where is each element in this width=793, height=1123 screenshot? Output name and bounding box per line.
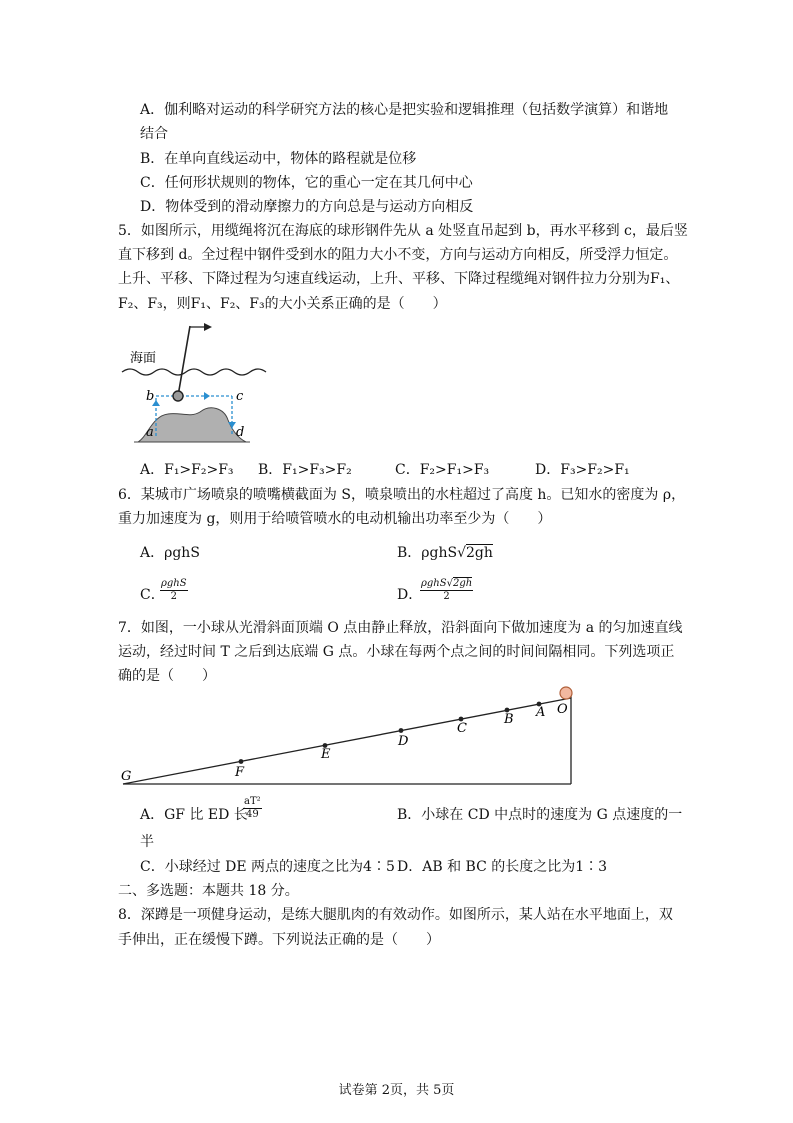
q4-option-b: B．在单向直线运动中，物体的路程就是位移 <box>140 151 417 167</box>
q7-option-d: D．AB 和 BC 的长度之比为1∶3 <box>397 859 608 875</box>
q5-stem-line2: 直下移到 d。全过程中钢件受到水的阻力大小不变，方向与运动方向相反，所受浮力恒定。 <box>118 247 678 263</box>
q8-stem-line1: 8．深蹲是一项健身运动，是练大腿肌肉的有效动作。如图所示，某人站在水平地面上，双 <box>118 907 673 923</box>
q7-option-a-numerator: aT² <box>244 796 261 807</box>
q7-label-f: F <box>235 765 245 780</box>
q7-label-g: G <box>121 769 132 784</box>
q7-incline-figure <box>115 680 585 792</box>
q5-arrow-right <box>204 392 210 400</box>
q7-option-b-line1: B．小球在 CD 中点时的速度为 G 点速度的一 <box>397 807 683 823</box>
q5-stem-line1: 5．如图所示，用缆绳将沉在海底的球形钢件先从 a 处竖直吊起到 b，再水平移到 c，最后竖 <box>118 223 688 239</box>
q5-label-a: a <box>146 425 154 440</box>
q7-label-b: B <box>504 712 514 727</box>
q7-option-a-denominator: 49 <box>245 809 259 820</box>
q6-option-b <box>397 544 493 562</box>
q7-label-d: D <box>398 734 409 749</box>
q5-stem-line4: F₂、F₃，则F₁、F₂、F₃的大小关系正确的是（ ） <box>118 296 447 312</box>
q7-incline <box>123 698 571 784</box>
q6-option-d-denominator: 2 <box>443 591 450 602</box>
q5-option-b: B．F₁>F₃>F₂ <box>258 462 352 478</box>
q7-label-o: O <box>557 702 568 717</box>
q7-stem-line1: 7．如图，一小球从光滑斜面顶端 O 点由静止释放，沿斜面向下做加速度为 a 的匀加速直线 <box>118 620 683 636</box>
q4-option-a-line2: 结合 <box>140 126 168 142</box>
q7-ball <box>560 687 572 699</box>
q6-option-d-num-text: ρghS <box>421 578 447 589</box>
q7-label-c: C <box>457 721 467 736</box>
q6-stem-line1: 6．某城市广场喷泉的喷嘴横截面为 S，喷泉喷出的水柱超过了高度 h。已知水的密度为 ρ， <box>118 487 686 503</box>
q6-option-a: A．ρghS <box>140 545 200 561</box>
q5-label-d: d <box>236 425 245 440</box>
q7-stem-line3: 确的是（ ） <box>118 668 216 684</box>
q6-option-c-numerator: ρghS <box>161 578 187 589</box>
q7-label-e: E <box>321 747 331 762</box>
q5-figure <box>120 318 280 454</box>
q6-stem-line2: 重力加速度为 g，则用于给喷管喷水的电动机输出功率至少为（ ） <box>118 511 552 527</box>
q5-steel-ball <box>173 391 183 401</box>
q4-option-d: D．物体受到的滑动摩擦力的方向总是与运动方向相反 <box>140 199 474 215</box>
q7-stem-line2: 运动，经过时间 T 之后到达底端 G 点。小球在每两个点之间的时间间隔相同。下列选项正 <box>118 644 675 660</box>
q5-label-b: b <box>146 389 155 404</box>
q5-stem-line3: 上升、平移、下降过程为匀速直线运动，上升、平移、下降过程缆绳对钢件拉力分别为F₁、 <box>118 271 680 287</box>
q7-point-d <box>399 728 404 733</box>
q6-option-c-denominator: 2 <box>170 591 177 602</box>
q5-cable <box>178 326 190 396</box>
q5-option-c: C．F₂>F₁>F₃ <box>395 462 490 478</box>
q5-label-c: c <box>236 389 244 404</box>
q5-seabed <box>138 408 246 442</box>
q5-sea-surface <box>122 369 266 375</box>
q5-sea-label: 海面 <box>130 351 157 366</box>
q5-option-d: D．F₃>F₂>F₁ <box>535 462 630 478</box>
q6-option-d-label: D． <box>397 587 423 603</box>
q5-option-a: A．F₁>F₂>F₃ <box>140 462 234 478</box>
q7-option-a-text: A．GF 比 ED 长 <box>140 807 248 823</box>
q7-point-f <box>239 759 244 764</box>
q7-option-a-fraction <box>243 796 262 821</box>
q6-option-d-radicand: 2gh <box>452 578 473 589</box>
q6-option-b-sqrt-sign: √ <box>457 545 467 561</box>
q8-stem-line2: 手伸出，正在缓慢下蹲。下列说法正确的是（ ） <box>118 932 440 948</box>
q5-flag-arrowhead <box>204 323 212 331</box>
q4-option-c: C．任何形状规则的物体，它的重心一定在其几何中心 <box>140 175 473 191</box>
q6-option-d-numerator <box>420 578 473 591</box>
q6-option-d-fraction <box>420 578 473 603</box>
q6-option-d-sqrt-sign: √ <box>446 578 453 589</box>
q4-option-a-line1: A．伽利略对运动的科学研究方法的核心是把实验和逻辑推理（包括数学演算）和谐地 <box>140 102 669 118</box>
q6-option-c-fraction <box>160 578 188 603</box>
q6-option-b-radicand: 2gh <box>466 545 493 561</box>
q7-option-c: C．小球经过 DE 两点的速度之比为4∶5 <box>140 859 395 875</box>
section2-heading: 二、多选题：本题共 18 分。 <box>118 883 299 899</box>
q7-label-a: A <box>536 705 546 720</box>
q6-option-c-label: C． <box>140 587 165 603</box>
q6-option-b-prefix: B．ρghS <box>397 545 458 561</box>
q7-option-b-line2: 半 <box>140 834 154 850</box>
page-footer: 试卷第 2页，共 5页 <box>338 1083 455 1098</box>
